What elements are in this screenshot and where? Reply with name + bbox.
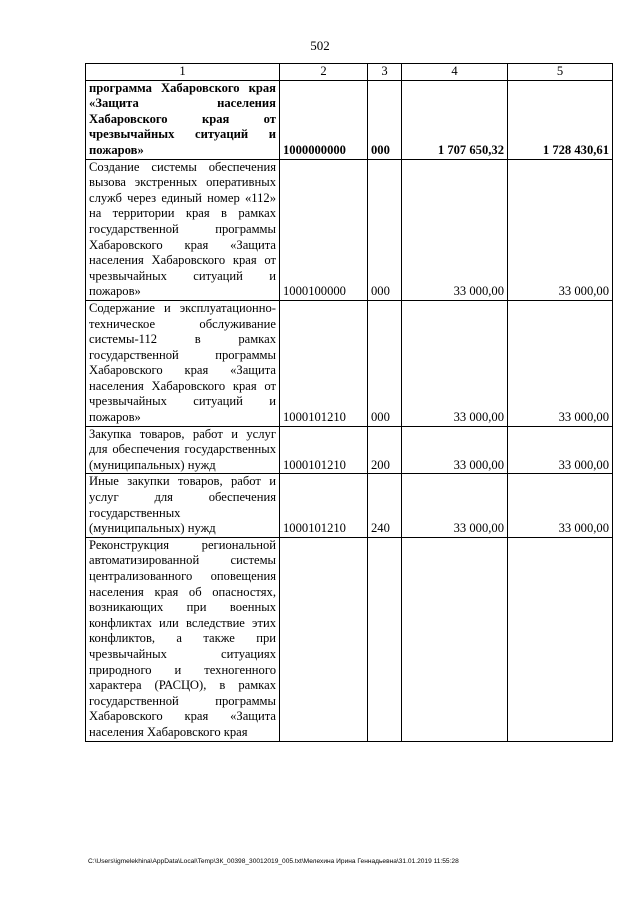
row-type (368, 537, 402, 741)
table-row (86, 159, 613, 300)
table-header-row (86, 64, 613, 81)
row-type: 240 (368, 474, 402, 537)
row-value-2: 33 000,00 (508, 474, 613, 537)
row-type: 000 (368, 300, 402, 426)
row-code: 1000000000 (280, 80, 368, 159)
row-value-2: 33 000,00 (508, 159, 613, 300)
page-number: 502 (310, 38, 330, 53)
row-code (280, 537, 368, 741)
row-type: 000 (368, 80, 402, 159)
row-code: 1000101210 (280, 300, 368, 426)
column-header: 4 (402, 64, 508, 81)
table-row (86, 80, 613, 159)
column-header: 3 (368, 64, 402, 81)
row-name: Создание системы обеспечения вызова экстренных оперативных служб через единый номер «112» на территории края в рамках государственной программы Хабаровского края «Защита населения Хабаровского края от чрезвычайных ситуаций и пожаров» (86, 159, 280, 300)
row-value-1: 33 000,00 (402, 159, 508, 300)
row-type: 200 (368, 426, 402, 474)
row-value-1: 1 707 650,32 (402, 80, 508, 159)
table-row (86, 426, 613, 474)
row-value-2 (508, 537, 613, 741)
row-name: Реконструкция региональной автоматизированной системы централизованного оповещения населения края об опасностях, возникающих при военных конфликтах или вследствие этих конфликтов, а также при чрезвычайных ситуациях природного и техногенного характера (РАСЦО), в рамках государственной программы Хабаровского края «Защита населения Хабаровского края (86, 537, 280, 741)
column-header: 1 (86, 64, 280, 81)
table-row (86, 474, 613, 537)
table-row (86, 537, 613, 741)
row-value-1: 33 000,00 (402, 300, 508, 426)
row-value-1 (402, 537, 508, 741)
budget-table (85, 63, 613, 742)
row-name: программа Хабаровского края «Защита населения Хабаровского края от чрезвычайных ситуаций и пожаров» (86, 80, 280, 159)
row-name: Закупка товаров, работ и услуг для обеспечения государственных (муниципальных) нужд (86, 426, 280, 474)
table-row (86, 300, 613, 426)
row-value-2: 33 000,00 (508, 426, 613, 474)
row-type: 000 (368, 159, 402, 300)
row-name: Содержание и эксплуатационно-техническое обслуживание системы-112 в рамках государственной программы Хабаровского края «Защита населения Хабаровского края от чрезвычайных ситуаций и пожаров» (86, 300, 280, 426)
file-path-footer: C:\Users\igmelekhina\AppData\Local\Temp\ЗК_00398_30012019_005.txt\Мелехина Ирина Геннадьевна\31.01.2019 11:55:28 (88, 858, 459, 865)
row-value-1: 33 000,00 (402, 426, 508, 474)
row-value-1: 33 000,00 (402, 474, 508, 537)
column-header: 2 (280, 64, 368, 81)
row-code: 1000101210 (280, 474, 368, 537)
column-header: 5 (508, 64, 613, 81)
row-code: 1000100000 (280, 159, 368, 300)
row-code: 1000101210 (280, 426, 368, 474)
row-value-2: 33 000,00 (508, 300, 613, 426)
row-name: Иные закупки товаров, работ и услуг для обеспечения государственных (муниципальных) нужд (86, 474, 280, 537)
row-value-2: 1 728 430,61 (508, 80, 613, 159)
